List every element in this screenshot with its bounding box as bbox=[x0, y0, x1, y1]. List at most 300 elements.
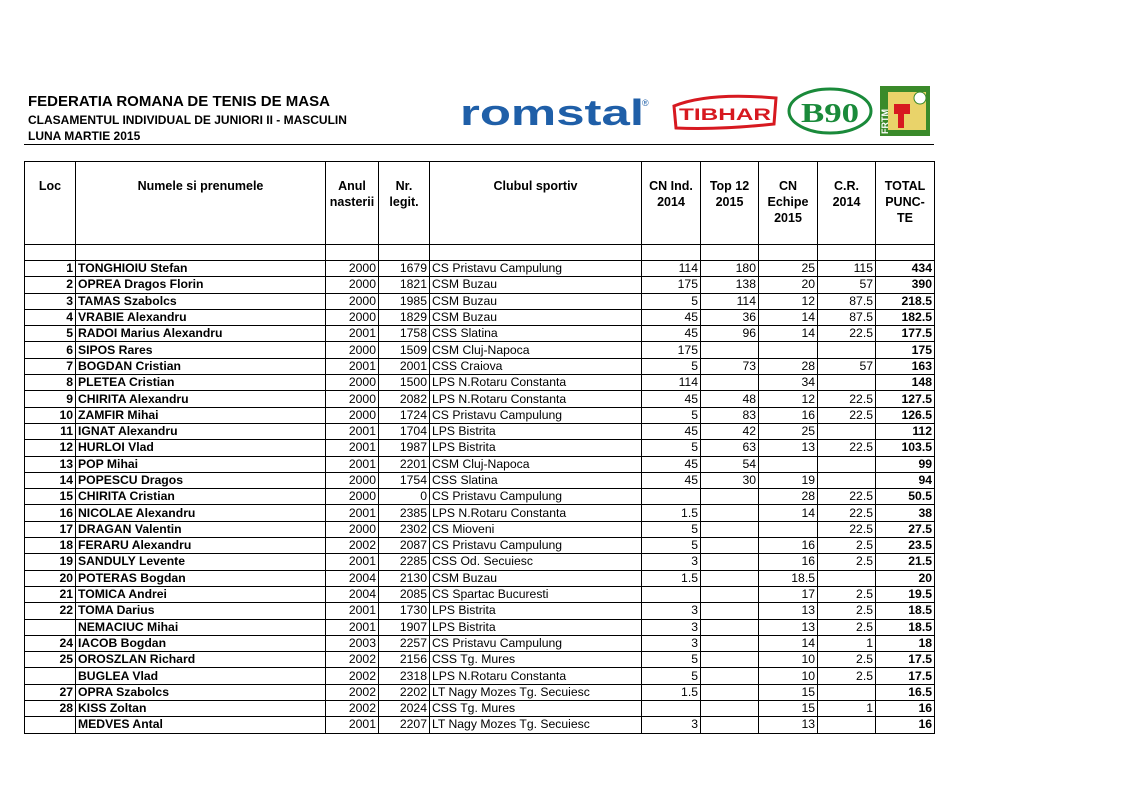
cn-ind-cell: 5 bbox=[642, 440, 701, 456]
total-cell: 21.5 bbox=[876, 554, 935, 570]
ranking-table bbox=[24, 161, 935, 734]
cr-cell: 22.5 bbox=[818, 391, 876, 407]
club-cell: CS Pristavu Campulung bbox=[430, 261, 642, 277]
cr-cell bbox=[818, 342, 876, 358]
top12-cell bbox=[701, 668, 759, 684]
table-row bbox=[25, 342, 935, 358]
page-period: LUNA MARTIE 2015 bbox=[28, 129, 141, 143]
cn-ind-cell: 3 bbox=[642, 635, 701, 651]
cn-ind-cell: 5 bbox=[642, 358, 701, 374]
top12-cell bbox=[701, 538, 759, 554]
table-header-row bbox=[25, 162, 935, 245]
cn-echipe-cell: 18.5 bbox=[759, 570, 818, 586]
total-cell: 112 bbox=[876, 423, 935, 439]
cn-echipe-cell: 20 bbox=[759, 277, 818, 293]
cr-cell: 87.5 bbox=[818, 309, 876, 325]
rank-cell: 20 bbox=[25, 570, 76, 586]
cr-cell: 2.5 bbox=[818, 538, 876, 554]
cn-ind-cell: 1.5 bbox=[642, 570, 701, 586]
total-cell: 17.5 bbox=[876, 652, 935, 668]
license-cell: 1754 bbox=[379, 472, 430, 488]
cn-echipe-cell bbox=[759, 342, 818, 358]
cn-ind-cell: 45 bbox=[642, 326, 701, 342]
birth-year-cell: 2000 bbox=[326, 342, 379, 358]
rank-cell: 8 bbox=[25, 375, 76, 391]
cr-cell: 1 bbox=[818, 701, 876, 717]
license-cell: 2085 bbox=[379, 586, 430, 602]
license-cell: 1724 bbox=[379, 407, 430, 423]
club-cell: LPS N.Rotaru Constanta bbox=[430, 391, 642, 407]
cn-echipe-cell: 10 bbox=[759, 668, 818, 684]
birth-year-cell: 2000 bbox=[326, 407, 379, 423]
club-cell: CSM Cluj-Napoca bbox=[430, 342, 642, 358]
birth-year-cell: 2004 bbox=[326, 586, 379, 602]
club-cell: CSS Od. Secuiesc bbox=[430, 554, 642, 570]
cr-cell bbox=[818, 423, 876, 439]
top12-cell bbox=[701, 603, 759, 619]
rank-cell: 25 bbox=[25, 652, 76, 668]
birth-year-cell: 2001 bbox=[326, 423, 379, 439]
license-cell: 2156 bbox=[379, 652, 430, 668]
club-cell: LPS Bistrita bbox=[430, 440, 642, 456]
table-row bbox=[25, 538, 935, 554]
total-cell: 103.5 bbox=[876, 440, 935, 456]
cn-echipe-cell: 19 bbox=[759, 472, 818, 488]
col-loc: Loc bbox=[25, 162, 76, 245]
cn-echipe-cell: 14 bbox=[759, 505, 818, 521]
rank-cell: 13 bbox=[25, 456, 76, 472]
top12-cell: 63 bbox=[701, 440, 759, 456]
birth-year-cell: 2001 bbox=[326, 619, 379, 635]
cr-cell: 115 bbox=[818, 261, 876, 277]
cn-echipe-cell: 14 bbox=[759, 309, 818, 325]
cn-ind-cell: 3 bbox=[642, 554, 701, 570]
rank-cell bbox=[25, 668, 76, 684]
cn-ind-cell: 175 bbox=[642, 277, 701, 293]
top12-cell: 48 bbox=[701, 391, 759, 407]
total-cell: 17.5 bbox=[876, 668, 935, 684]
top12-cell bbox=[701, 717, 759, 733]
top12-cell bbox=[701, 652, 759, 668]
total-cell: 50.5 bbox=[876, 489, 935, 505]
cn-ind-cell bbox=[642, 586, 701, 602]
table-row bbox=[25, 505, 935, 521]
cr-cell: 2.5 bbox=[818, 652, 876, 668]
license-cell: 2024 bbox=[379, 701, 430, 717]
club-cell: CS Pristavu Campulung bbox=[430, 538, 642, 554]
license-cell: 2207 bbox=[379, 717, 430, 733]
name-cell: OROSZLAN Richard bbox=[76, 652, 326, 668]
cn-ind-cell: 5 bbox=[642, 521, 701, 537]
license-cell: 1704 bbox=[379, 423, 430, 439]
cn-ind-cell: 114 bbox=[642, 375, 701, 391]
rank-cell: 3 bbox=[25, 293, 76, 309]
birth-year-cell: 2004 bbox=[326, 570, 379, 586]
svg-text:FRTM: FRTM bbox=[880, 109, 890, 134]
rank-cell: 5 bbox=[25, 326, 76, 342]
license-cell: 1500 bbox=[379, 375, 430, 391]
rank-cell bbox=[25, 619, 76, 635]
total-cell: 148 bbox=[876, 375, 935, 391]
name-cell: ZAMFIR Mihai bbox=[76, 407, 326, 423]
club-cell: LPS N.Rotaru Constanta bbox=[430, 375, 642, 391]
rank-cell: 12 bbox=[25, 440, 76, 456]
total-cell: 23.5 bbox=[876, 538, 935, 554]
license-cell: 1829 bbox=[379, 309, 430, 325]
club-cell: CS Mioveni bbox=[430, 521, 642, 537]
total-cell: 27.5 bbox=[876, 521, 935, 537]
table-row bbox=[25, 586, 935, 602]
cn-echipe-cell: 10 bbox=[759, 652, 818, 668]
birth-year-cell: 2000 bbox=[326, 261, 379, 277]
name-cell: TOMICA Andrei bbox=[76, 586, 326, 602]
cn-ind-cell: 5 bbox=[642, 668, 701, 684]
license-cell: 2130 bbox=[379, 570, 430, 586]
birth-year-cell: 2000 bbox=[326, 391, 379, 407]
rank-cell: 9 bbox=[25, 391, 76, 407]
rank-cell: 28 bbox=[25, 701, 76, 717]
page-subtitle: CLASAMENTUL INDIVIDUAL DE JUNIORI II - MASCULIN bbox=[28, 113, 347, 127]
cr-cell bbox=[818, 375, 876, 391]
col-club: Clubul sportiv bbox=[430, 162, 642, 245]
table-row bbox=[25, 619, 935, 635]
table-row bbox=[25, 309, 935, 325]
name-cell: SIPOS Rares bbox=[76, 342, 326, 358]
club-cell: CSS Craiova bbox=[430, 358, 642, 374]
total-cell: 182.5 bbox=[876, 309, 935, 325]
table-row bbox=[25, 489, 935, 505]
name-cell: OPREA Dragos Florin bbox=[76, 277, 326, 293]
table-row bbox=[25, 521, 935, 537]
top12-cell: 83 bbox=[701, 407, 759, 423]
spacer-row bbox=[25, 245, 935, 261]
name-cell: FERARU Alexandru bbox=[76, 538, 326, 554]
rank-cell bbox=[25, 717, 76, 733]
total-cell: 94 bbox=[876, 472, 935, 488]
club-cell: LT Nagy Mozes Tg. Secuiesc bbox=[430, 717, 642, 733]
cn-ind-cell: 175 bbox=[642, 342, 701, 358]
cr-cell: 2.5 bbox=[818, 603, 876, 619]
table-row bbox=[25, 554, 935, 570]
birth-year-cell: 2000 bbox=[326, 472, 379, 488]
sponsor-logos bbox=[458, 84, 936, 138]
license-cell: 2201 bbox=[379, 456, 430, 472]
cn-echipe-cell: 13 bbox=[759, 717, 818, 733]
license-cell: 1730 bbox=[379, 603, 430, 619]
club-cell: CSS Tg. Mures bbox=[430, 701, 642, 717]
top12-cell bbox=[701, 521, 759, 537]
cr-cell bbox=[818, 684, 876, 700]
cn-ind-cell: 45 bbox=[642, 423, 701, 439]
cr-cell: 22.5 bbox=[818, 440, 876, 456]
total-cell: 18.5 bbox=[876, 603, 935, 619]
club-cell: LPS Bistrita bbox=[430, 619, 642, 635]
license-cell: 1907 bbox=[379, 619, 430, 635]
cr-cell: 57 bbox=[818, 358, 876, 374]
total-cell: 19.5 bbox=[876, 586, 935, 602]
license-cell: 1509 bbox=[379, 342, 430, 358]
license-cell: 1679 bbox=[379, 261, 430, 277]
club-cell: LPS N.Rotaru Constanta bbox=[430, 668, 642, 684]
rank-cell: 16 bbox=[25, 505, 76, 521]
name-cell: POPESCU Dragos bbox=[76, 472, 326, 488]
birth-year-cell: 2003 bbox=[326, 635, 379, 651]
table-row bbox=[25, 652, 935, 668]
cr-cell bbox=[818, 456, 876, 472]
cn-echipe-cell: 14 bbox=[759, 635, 818, 651]
birth-year-cell: 2001 bbox=[326, 358, 379, 374]
cr-cell bbox=[818, 570, 876, 586]
rank-cell: 15 bbox=[25, 489, 76, 505]
club-cell: CSM Buzau bbox=[430, 309, 642, 325]
total-cell: 177.5 bbox=[876, 326, 935, 342]
table-row bbox=[25, 293, 935, 309]
col-top12: Top 12 2015 bbox=[701, 162, 759, 245]
cr-cell: 22.5 bbox=[818, 407, 876, 423]
cn-echipe-cell: 16 bbox=[759, 407, 818, 423]
birth-year-cell: 2002 bbox=[326, 684, 379, 700]
page-title: FEDERATIA ROMANA DE TENIS DE MASA bbox=[28, 93, 330, 110]
cr-cell: 22.5 bbox=[818, 505, 876, 521]
club-cell: CS Pristavu Campulung bbox=[430, 489, 642, 505]
rank-cell: 7 bbox=[25, 358, 76, 374]
total-cell: 175 bbox=[876, 342, 935, 358]
cr-cell: 2.5 bbox=[818, 619, 876, 635]
cn-ind-cell: 5 bbox=[642, 293, 701, 309]
cn-ind-cell: 3 bbox=[642, 717, 701, 733]
cn-echipe-cell: 25 bbox=[759, 423, 818, 439]
birth-year-cell: 2001 bbox=[326, 456, 379, 472]
cn-echipe-cell bbox=[759, 456, 818, 472]
table-row bbox=[25, 570, 935, 586]
top12-cell: 42 bbox=[701, 423, 759, 439]
romstal-logo: romstal bbox=[460, 92, 644, 133]
name-cell: HURLOI Vlad bbox=[76, 440, 326, 456]
license-cell: 2318 bbox=[379, 668, 430, 684]
license-cell: 2001 bbox=[379, 358, 430, 374]
total-cell: 18.5 bbox=[876, 619, 935, 635]
table-row bbox=[25, 472, 935, 488]
top12-cell: 30 bbox=[701, 472, 759, 488]
license-cell: 1987 bbox=[379, 440, 430, 456]
license-cell: 1758 bbox=[379, 326, 430, 342]
cn-echipe-cell: 16 bbox=[759, 554, 818, 570]
top12-cell bbox=[701, 586, 759, 602]
top12-cell: 96 bbox=[701, 326, 759, 342]
club-cell: CSS Tg. Mures bbox=[430, 652, 642, 668]
birth-year-cell: 2001 bbox=[326, 603, 379, 619]
license-cell: 2082 bbox=[379, 391, 430, 407]
cr-cell: 22.5 bbox=[818, 489, 876, 505]
name-cell: TONGHIOIU Stefan bbox=[76, 261, 326, 277]
cr-cell: 22.5 bbox=[818, 521, 876, 537]
cn-echipe-cell: 34 bbox=[759, 375, 818, 391]
top12-cell: 138 bbox=[701, 277, 759, 293]
top12-cell bbox=[701, 619, 759, 635]
club-cell: CSM Cluj-Napoca bbox=[430, 456, 642, 472]
license-cell: 2202 bbox=[379, 684, 430, 700]
birth-year-cell: 2000 bbox=[326, 293, 379, 309]
cn-echipe-cell: 15 bbox=[759, 701, 818, 717]
cn-ind-cell: 5 bbox=[642, 652, 701, 668]
club-cell: CSM Buzau bbox=[430, 570, 642, 586]
cn-ind-cell: 45 bbox=[642, 391, 701, 407]
license-cell: 1821 bbox=[379, 277, 430, 293]
col-cn-ind: CN Ind. 2014 bbox=[642, 162, 701, 245]
table-row bbox=[25, 668, 935, 684]
cr-cell: 1 bbox=[818, 635, 876, 651]
total-cell: 20 bbox=[876, 570, 935, 586]
club-cell: CS Pristavu Campulung bbox=[430, 407, 642, 423]
birth-year-cell: 2001 bbox=[326, 554, 379, 570]
name-cell: NICOLAE Alexandru bbox=[76, 505, 326, 521]
header-divider bbox=[24, 144, 934, 145]
top12-cell: 36 bbox=[701, 309, 759, 325]
rank-cell: 21 bbox=[25, 586, 76, 602]
rank-cell: 24 bbox=[25, 635, 76, 651]
cn-ind-cell: 45 bbox=[642, 456, 701, 472]
col-license: Nr. legit. bbox=[379, 162, 430, 245]
table-row bbox=[25, 358, 935, 374]
cn-echipe-cell: 13 bbox=[759, 619, 818, 635]
cn-ind-cell: 5 bbox=[642, 407, 701, 423]
birth-year-cell: 2001 bbox=[326, 717, 379, 733]
total-cell: 127.5 bbox=[876, 391, 935, 407]
total-cell: 16 bbox=[876, 717, 935, 733]
col-name bbox=[76, 162, 326, 245]
club-cell: CS Spartac Bucuresti bbox=[430, 586, 642, 602]
club-cell: CSS Slatina bbox=[430, 326, 642, 342]
name-cell: BUGLEA Vlad bbox=[76, 668, 326, 684]
name-cell: RADOI Marius Alexandru bbox=[76, 326, 326, 342]
birth-year-cell: 2000 bbox=[326, 489, 379, 505]
top12-cell bbox=[701, 342, 759, 358]
name-cell: CHIRITA Cristian bbox=[76, 489, 326, 505]
top12-cell: 180 bbox=[701, 261, 759, 277]
birth-year-cell: 2001 bbox=[326, 440, 379, 456]
cn-echipe-cell bbox=[759, 521, 818, 537]
table-row bbox=[25, 326, 935, 342]
cn-echipe-cell: 12 bbox=[759, 391, 818, 407]
cn-echipe-cell: 17 bbox=[759, 586, 818, 602]
birth-year-cell: 2002 bbox=[326, 668, 379, 684]
cr-cell bbox=[818, 717, 876, 733]
name-cell: KISS Zoltan bbox=[76, 701, 326, 717]
birth-year-cell: 2000 bbox=[326, 309, 379, 325]
cn-ind-cell: 1.5 bbox=[642, 684, 701, 700]
table-row bbox=[25, 277, 935, 293]
license-cell: 2257 bbox=[379, 635, 430, 651]
top12-cell bbox=[701, 375, 759, 391]
table-row bbox=[25, 440, 935, 456]
table-row bbox=[25, 684, 935, 700]
total-cell: 16 bbox=[876, 701, 935, 717]
birth-year-cell: 2001 bbox=[326, 505, 379, 521]
name-cell: POP Mihai bbox=[76, 456, 326, 472]
cn-echipe-cell: 25 bbox=[759, 261, 818, 277]
rank-cell: 27 bbox=[25, 684, 76, 700]
cr-cell: 57 bbox=[818, 277, 876, 293]
registered-mark: ® bbox=[642, 98, 649, 108]
top12-cell bbox=[701, 505, 759, 521]
table-row bbox=[25, 701, 935, 717]
name-cell: NEMACIUC Mihai bbox=[76, 619, 326, 635]
name-cell: OPRA Szabolcs bbox=[76, 684, 326, 700]
top12-cell bbox=[701, 570, 759, 586]
table-row bbox=[25, 391, 935, 407]
license-cell: 2302 bbox=[379, 521, 430, 537]
cn-ind-cell: 45 bbox=[642, 309, 701, 325]
col-total: TOTAL PUNC-TE bbox=[876, 162, 935, 245]
table-row bbox=[25, 261, 935, 277]
table-row bbox=[25, 717, 935, 733]
cr-cell: 2.5 bbox=[818, 586, 876, 602]
top12-cell bbox=[701, 635, 759, 651]
cn-echipe-cell: 12 bbox=[759, 293, 818, 309]
total-cell: 16.5 bbox=[876, 684, 935, 700]
col-name-label: Numele si prenumele bbox=[137, 179, 264, 193]
cr-cell: 22.5 bbox=[818, 326, 876, 342]
table-row bbox=[25, 456, 935, 472]
frtm-logo bbox=[880, 86, 930, 136]
top12-cell bbox=[701, 684, 759, 700]
cn-ind-cell: 45 bbox=[642, 472, 701, 488]
club-cell: LT Nagy Mozes Tg. Secuiesc bbox=[430, 684, 642, 700]
birth-year-cell: 2002 bbox=[326, 652, 379, 668]
cn-echipe-cell: 28 bbox=[759, 358, 818, 374]
cn-ind-cell bbox=[642, 701, 701, 717]
top12-cell bbox=[701, 701, 759, 717]
birth-year-cell: 2001 bbox=[326, 326, 379, 342]
cn-echipe-cell: 13 bbox=[759, 440, 818, 456]
name-cell: DRAGAN Valentin bbox=[76, 521, 326, 537]
total-cell: 126.5 bbox=[876, 407, 935, 423]
top12-cell bbox=[701, 489, 759, 505]
rank-cell: 19 bbox=[25, 554, 76, 570]
rank-cell: 17 bbox=[25, 521, 76, 537]
total-cell: 99 bbox=[876, 456, 935, 472]
rank-cell: 1 bbox=[25, 261, 76, 277]
rank-cell: 22 bbox=[25, 603, 76, 619]
club-cell: LPS Bistrita bbox=[430, 423, 642, 439]
total-cell: 218.5 bbox=[876, 293, 935, 309]
license-cell: 1985 bbox=[379, 293, 430, 309]
col-year: Anul nasterii bbox=[326, 162, 379, 245]
top12-cell: 54 bbox=[701, 456, 759, 472]
rank-cell: 6 bbox=[25, 342, 76, 358]
license-cell: 2385 bbox=[379, 505, 430, 521]
name-cell: CHIRITA Alexandru bbox=[76, 391, 326, 407]
license-cell: 0 bbox=[379, 489, 430, 505]
club-cell: CS Pristavu Campulung bbox=[430, 635, 642, 651]
cn-echipe-cell: 13 bbox=[759, 603, 818, 619]
total-cell: 434 bbox=[876, 261, 935, 277]
rank-cell: 4 bbox=[25, 309, 76, 325]
table-row bbox=[25, 423, 935, 439]
tibhar-logo bbox=[674, 96, 776, 128]
b90-logo bbox=[789, 89, 871, 133]
birth-year-cell: 2000 bbox=[326, 375, 379, 391]
svg-text:TIBHAR: TIBHAR bbox=[679, 105, 771, 124]
table-row bbox=[25, 603, 935, 619]
top12-cell bbox=[701, 554, 759, 570]
top12-cell: 114 bbox=[701, 293, 759, 309]
name-cell: SANDULY Levente bbox=[76, 554, 326, 570]
name-cell: MEDVES Antal bbox=[76, 717, 326, 733]
cn-ind-cell: 114 bbox=[642, 261, 701, 277]
svg-text:B90: B90 bbox=[801, 98, 859, 128]
table-row bbox=[25, 635, 935, 651]
